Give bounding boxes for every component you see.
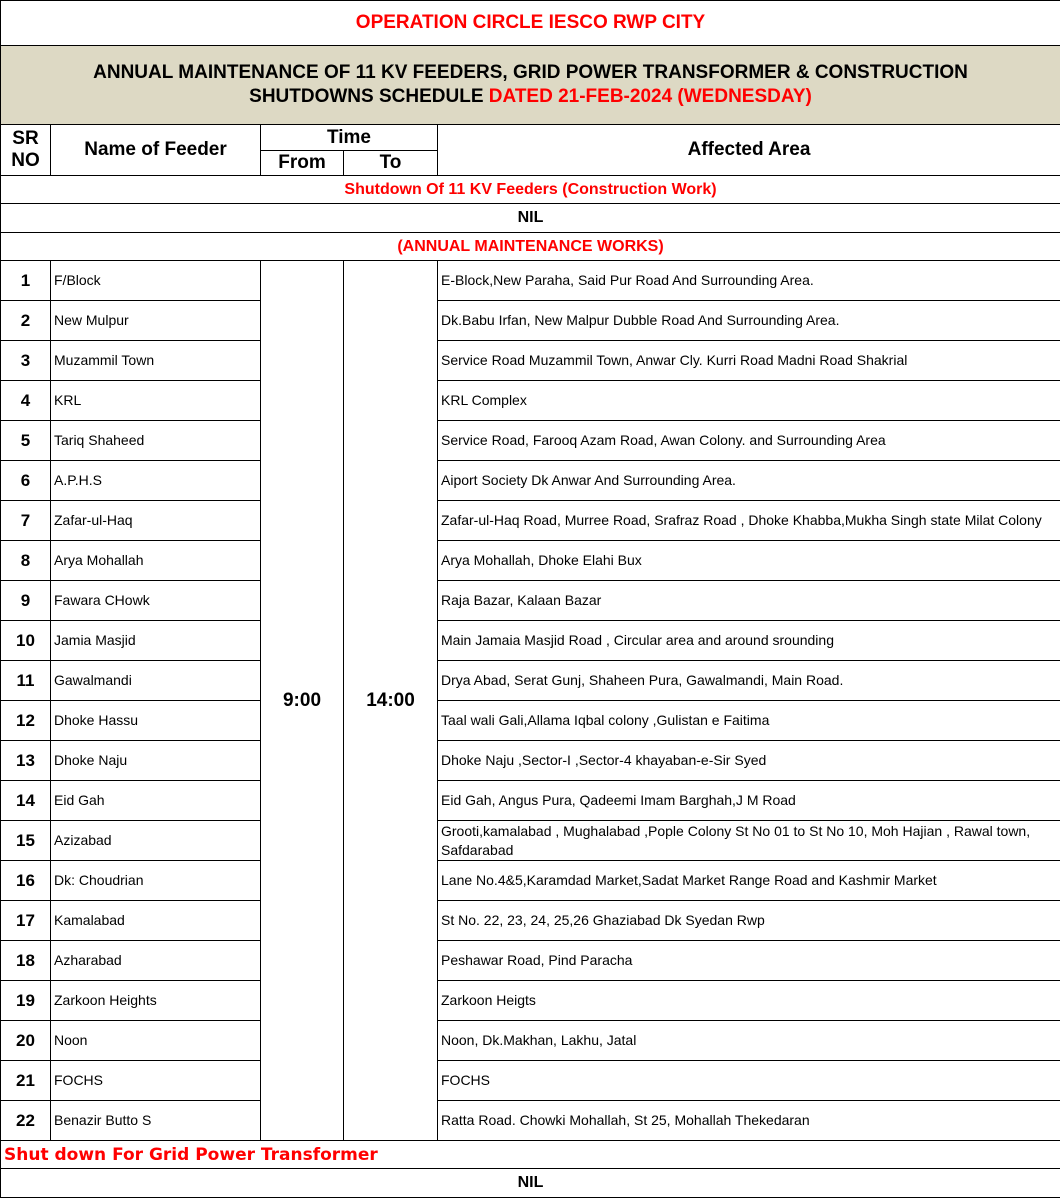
table-row [1,1101,1060,1141]
row-sr-number: 4 [1,381,51,421]
row-sr-number: 10 [1,621,51,661]
row-sr-number: 19 [1,981,51,1021]
table-row [1,821,1060,861]
row-feeder-name: New Mulpur [51,301,261,341]
row-feeder-name: A.P.H.S [51,461,261,501]
row-sr-number: 5 [1,421,51,461]
column-header-area: Affected Area [438,125,1060,176]
row-affected-area: Ratta Road. Chowki Mohallah, St 25, Mohallah Thekedaran [438,1101,1060,1141]
row-affected-area: Zafar-ul-Haq Road, Murree Road, Srafraz Road , Dhoke Khabba,Mukha Singh state Milat Colony [438,501,1060,541]
row-feeder-name: Noon [51,1021,261,1061]
column-header-feeder: Name of Feeder [51,125,261,176]
table-row [1,941,1060,981]
row-sr-number: 20 [1,1021,51,1061]
row-affected-area: Arya Mohallah, Dhoke Elahi Bux [438,541,1060,581]
row-sr-number: 6 [1,461,51,501]
row-feeder-name: F/Block [51,261,261,301]
table-row [1,621,1060,661]
column-header-time: Time [261,125,438,151]
table-row [1,781,1060,821]
time-to-value: 14:00 [344,261,438,1141]
row-affected-area: Peshawar Road, Pind Paracha [438,941,1060,981]
row-sr-number: 17 [1,901,51,941]
table-row [1,981,1060,1021]
column-header-from: From [261,151,344,176]
table-row [1,541,1060,581]
row-feeder-name: Dk: Choudrian [51,861,261,901]
column-header-sr [1,125,51,176]
table-row [1,301,1060,341]
row-sr-number: 12 [1,701,51,741]
row-feeder-name: Jamia Masjid [51,621,261,661]
table-row [1,261,1060,301]
table-row [1,701,1060,741]
row-feeder-name: Gawalmandi [51,661,261,701]
row-feeder-name: Muzammil Town [51,341,261,381]
row-sr-number: 14 [1,781,51,821]
row-feeder-name: Zarkoon Heights [51,981,261,1021]
row-feeder-name: Tariq Shaheed [51,421,261,461]
row-feeder-name: KRL [51,381,261,421]
row-sr-number: 2 [1,301,51,341]
row-feeder-name: Azharabad [51,941,261,981]
sr-no-label: SR NO [11,128,40,171]
row-feeder-name: Kamalabad [51,901,261,941]
grid-transformer-section-heading: Shut down For Grid Power Transformer [1,1141,1060,1169]
row-affected-area: Main Jamaia Masjid Road , Circular area and around srounding [438,621,1060,661]
subtitle-line-1: ANNUAL MAINTENANCE OF 11 KV FEEDERS, GRID POWER TRANSFORMER & CONSTRUCTION [93,62,968,83]
row-feeder-name: Zafar-ul-Haq [51,501,261,541]
row-affected-area: Grooti,kamalabad , Mughalabad ,Pople Colony St No 01 to St No 10, Moh Hajian , Rawal town, Safdarabad [438,821,1060,861]
row-sr-number: 8 [1,541,51,581]
row-feeder-name: FOCHS [51,1061,261,1101]
table-row [1,1061,1060,1101]
time-from-value: 9:00 [261,261,344,1141]
schedule-date: DATED 21-FEB-2024 (WEDNESDAY) [488,86,812,107]
construction-nil: NIL [1,204,1060,233]
row-sr-number: 15 [1,821,51,861]
row-feeder-name: Azizabad [51,821,261,861]
row-sr-number: 21 [1,1061,51,1101]
table-row [1,901,1060,941]
row-affected-area: Noon, Dk.Makhan, Lakhu, Jatal [438,1021,1060,1061]
row-affected-area: Aiport Society Dk Anwar And Surrounding Area. [438,461,1060,501]
row-feeder-name: Fawara CHowk [51,581,261,621]
schedule-subtitle [1,46,1060,125]
row-feeder-name: Dhoke Hassu [51,701,261,741]
row-sr-number: 1 [1,261,51,301]
row-sr-number: 16 [1,861,51,901]
row-feeder-name: Arya Mohallah [51,541,261,581]
row-sr-number: 11 [1,661,51,701]
table-row [1,741,1060,781]
row-affected-area: Service Road, Farooq Azam Road, Awan Colony. and Surrounding Area [438,421,1060,461]
table-row [1,501,1060,541]
table-row [1,581,1060,621]
table-row [1,421,1060,461]
table-row [1,861,1060,901]
row-affected-area: Service Road Muzammil Town, Anwar Cly. Kurri Road Madni Road Shakrial [438,341,1060,381]
table-row [1,661,1060,701]
row-affected-area: Eid Gah, Angus Pura, Qadeemi Imam Barghah,J M Road [438,781,1060,821]
row-affected-area: St No. 22, 23, 24, 25,26 Ghaziabad Dk Syedan Rwp [438,901,1060,941]
column-header-to: To [344,151,438,176]
row-affected-area: Zarkoon Heigts [438,981,1060,1021]
row-sr-number: 18 [1,941,51,981]
row-affected-area: Raja Bazar, Kalaan Bazar [438,581,1060,621]
table-row [1,381,1060,421]
row-feeder-name: Benazir Butto S [51,1101,261,1141]
row-affected-area: Taal wali Gali,Allama Iqbal colony ,Gulistan e Faitima [438,701,1060,741]
row-feeder-name: Eid Gah [51,781,261,821]
row-sr-number: 22 [1,1101,51,1141]
row-sr-number: 13 [1,741,51,781]
row-affected-area: E-Block,New Paraha, Said Pur Road And Surrounding Area. [438,261,1060,301]
row-sr-number: 9 [1,581,51,621]
grid-transformer-nil: NIL [1,1169,1060,1198]
row-affected-area: Drya Abad, Serat Gunj, Shaheen Pura, Gawalmandi, Main Road. [438,661,1060,701]
table-row [1,1021,1060,1061]
page-title: OPERATION CIRCLE IESCO RWP CITY [1,1,1060,46]
table-row [1,341,1060,381]
table-row [1,461,1060,501]
maintenance-section-heading: (ANNUAL MAINTENANCE WORKS) [1,233,1060,261]
subtitle-line-2: SHUTDOWNS SCHEDULE [249,86,484,107]
row-sr-number: 7 [1,501,51,541]
construction-section-heading: Shutdown Of 11 KV Feeders (Construction Work) [1,176,1060,204]
row-affected-area: KRL Complex [438,381,1060,421]
row-affected-area: Dhoke Naju ,Sector-I ,Sector-4 khayaban-e-Sir Syed [438,741,1060,781]
row-affected-area: FOCHS [438,1061,1060,1101]
row-sr-number: 3 [1,341,51,381]
row-feeder-name: Dhoke Naju [51,741,261,781]
row-affected-area: Lane No.4&5,Karamdad Market,Sadat Market Range Road and Kashmir Market [438,861,1060,901]
row-affected-area: Dk.Babu Irfan, New Malpur Dubble Road And Surrounding Area. [438,301,1060,341]
